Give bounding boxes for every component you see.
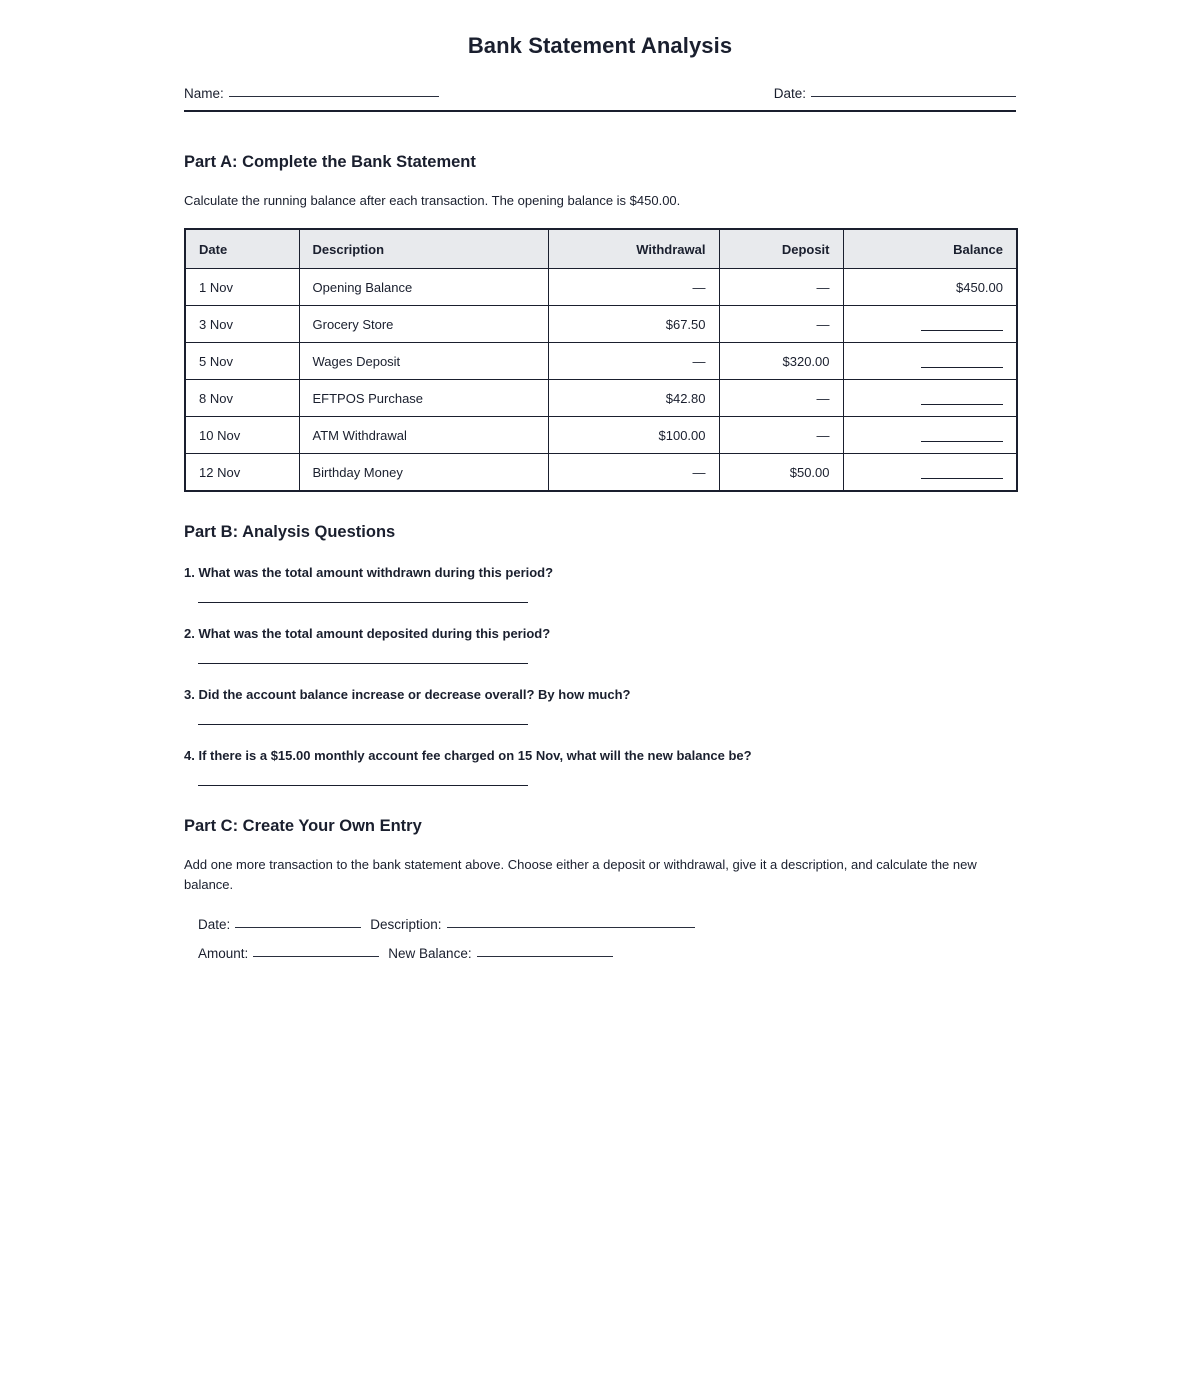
balance-answer-line[interactable]: [921, 430, 1003, 442]
part-b-questions: [184, 542, 1016, 786]
table-row: [185, 343, 1017, 380]
cell-withdrawal: —: [548, 269, 719, 306]
cell-balance[interactable]: [843, 306, 1017, 343]
cell-deposit: —: [719, 306, 843, 343]
cell-date: 3 Nov: [185, 306, 299, 343]
cell-deposit: —: [719, 269, 843, 306]
part-c-heading: Part C: Create Your Own Entry: [184, 817, 422, 836]
entry-date-input-line[interactable]: [235, 927, 361, 928]
column-header-deposit: Deposit: [719, 229, 843, 269]
cell-deposit: $320.00: [719, 343, 843, 380]
date-label: Date:: [773, 86, 806, 101]
part-c-entry-fields: [184, 895, 1016, 961]
entry-row-two: [198, 946, 1016, 961]
cell-withdrawal: —: [548, 343, 719, 380]
part-a-intro: Calculate the running balance after each transaction. The opening balance is $450.00.: [184, 193, 681, 208]
column-header-balance: Balance: [843, 229, 1017, 269]
column-header-withdrawal: Withdrawal: [548, 229, 719, 269]
entry-amount-label: Amount:: [198, 946, 249, 962]
table-row: [185, 269, 1017, 306]
page-title: Bank Statement Analysis: [467, 33, 733, 58]
cell-balance[interactable]: [843, 343, 1017, 380]
cell-withdrawal: —: [548, 454, 719, 492]
entry-amount-input-line[interactable]: [253, 956, 379, 957]
table-body: [185, 269, 1017, 492]
bank-statement-table: [184, 228, 1018, 492]
question-text: 3. Did the account balance increase or decrease overall? By how much?: [184, 687, 631, 703]
name-date-row: [184, 86, 1016, 101]
part-a-heading: Part A: Complete the Bank Statement: [184, 153, 476, 171]
balance-answer-line[interactable]: [921, 467, 1003, 479]
column-header-date: Date: [185, 229, 299, 269]
part-c-intro: Add one more transaction to the bank statement above. Choose either a deposit or withdrawal, give it a description, and calculate the new balance.: [184, 857, 977, 893]
question-text: 1. What was the total amount withdrawn during this period?: [184, 565, 554, 581]
cell-withdrawal: $42.80: [548, 380, 719, 417]
cell-deposit: —: [719, 417, 843, 454]
balance-answer-line[interactable]: [921, 356, 1003, 368]
column-header-description: Description: [299, 229, 548, 269]
cell-description: Grocery Store: [299, 306, 548, 343]
cell-date: 10 Nov: [185, 417, 299, 454]
entry-row-one: [198, 917, 1016, 932]
cell-description: ATM Withdrawal: [299, 417, 548, 454]
entry-description-label: Description:: [370, 917, 442, 933]
cell-date: 12 Nov: [185, 454, 299, 492]
name-input-line[interactable]: [229, 96, 439, 97]
cell-date: 1 Nov: [185, 269, 299, 306]
entry-description-input-line[interactable]: [447, 927, 695, 928]
entry-new-balance-input-line[interactable]: [477, 956, 613, 957]
cell-withdrawal: $67.50: [548, 306, 719, 343]
entry-date-label: Date:: [198, 917, 231, 933]
cell-balance[interactable]: [843, 417, 1017, 454]
table-row: [185, 417, 1017, 454]
name-field-group: [184, 86, 439, 101]
cell-date: 5 Nov: [185, 343, 299, 380]
cell-description: EFTPOS Purchase: [299, 380, 548, 417]
date-field-group: [774, 86, 1016, 101]
cell-balance[interactable]: [843, 454, 1017, 492]
cell-balance[interactable]: [843, 380, 1017, 417]
cell-description: Opening Balance: [299, 269, 548, 306]
table-header-row: [185, 229, 1017, 269]
table-row: [185, 454, 1017, 492]
table-row: [185, 380, 1017, 417]
cell-date: 8 Nov: [185, 380, 299, 417]
cell-balance: $450.00: [843, 269, 1017, 306]
table-row: [185, 306, 1017, 343]
balance-answer-line[interactable]: [921, 319, 1003, 331]
entry-new-balance-label: New Balance:: [388, 946, 472, 962]
part-b-heading: Part B: Analysis Questions: [184, 523, 396, 542]
question-text: 4. If there is a $15.00 monthly account fee charged on 15 Nov, what will the new balance be?: [184, 748, 752, 764]
cell-withdrawal: $100.00: [548, 417, 719, 454]
cell-deposit: $50.00: [719, 454, 843, 492]
date-input-line[interactable]: [811, 96, 1016, 97]
cell-description: Wages Deposit: [299, 343, 548, 380]
cell-description: Birthday Money: [299, 454, 548, 492]
balance-answer-line[interactable]: [921, 393, 1003, 405]
name-label: Name:: [184, 86, 224, 101]
cell-deposit: —: [719, 380, 843, 417]
question-text: 2. What was the total amount deposited during this period?: [184, 626, 551, 642]
header-divider: [184, 110, 1016, 112]
